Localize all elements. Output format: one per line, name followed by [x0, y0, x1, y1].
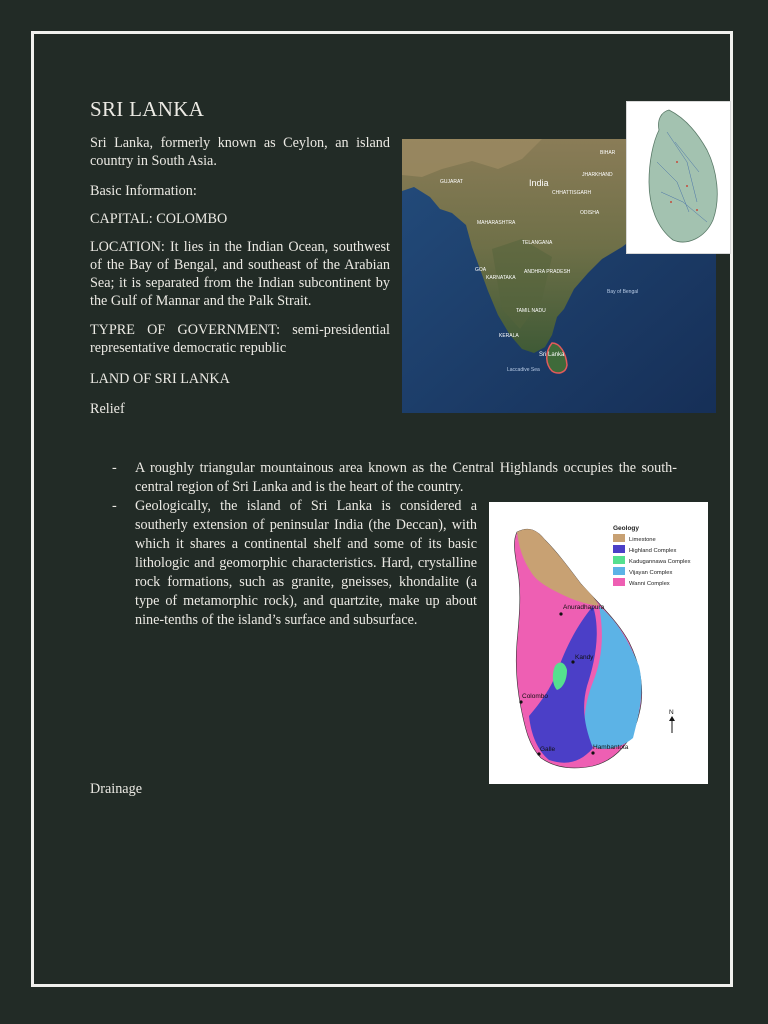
- geology-map-svg: [489, 502, 708, 784]
- legend-swatch-vijayan: [613, 567, 625, 575]
- drainage-heading: Drainage: [90, 781, 142, 797]
- sri-lanka-rivers-inset: [626, 101, 731, 254]
- label-maharashtra: MAHARASHTRA: [477, 220, 516, 226]
- bullet-marker: -: [112, 460, 117, 476]
- label-bihar: BIHAR: [600, 150, 616, 156]
- location-paragraph: LOCATION: It lies in the Indian Ocean, southwest of the Bay of Bengal, and southeast of the Arabian Sea; it is separated from the Indian subcontinent by the Gulf of Mannar and the Palk Strait.: [90, 239, 390, 309]
- legend-title: Geology: [613, 525, 640, 532]
- land-heading: LAND OF SRI LANKA: [90, 371, 230, 387]
- label-chhattisgarh: CHHATTISGARH: [552, 190, 592, 196]
- legend-swatch-kadugannawa: [613, 556, 625, 564]
- legend-label-kadugannawa: Kadugannawa Complex: [629, 559, 691, 565]
- label-jharkhand: JHARKHAND: [582, 172, 613, 178]
- geology-map: [489, 502, 708, 784]
- capital-line: CAPITAL: COLOMBO: [90, 211, 228, 227]
- legend-label-vijayan: Vijayan Complex: [629, 570, 673, 576]
- legend-label-wanni: Wanni Complex: [629, 581, 670, 587]
- label-india: India: [529, 178, 549, 188]
- intro-paragraph: Sri Lanka, formerly known as Ceylon, an island country in South Asia.: [90, 135, 390, 169]
- island-outline: [649, 110, 717, 242]
- city-dot-anuradhapura: [559, 612, 562, 615]
- north-arrow-icon: [669, 709, 675, 733]
- relief-heading: Relief: [90, 401, 125, 417]
- label-laccadive-sea: Laccadive Sea: [507, 367, 540, 373]
- city-colombo: Colombo: [522, 693, 549, 700]
- legend-swatch-wanni: [613, 578, 625, 586]
- north-label: N: [669, 709, 674, 716]
- label-tamil-nadu: TAMIL NADU: [516, 308, 546, 314]
- label-kerala: KERALA: [499, 333, 519, 339]
- city-kandy: Kandy: [575, 654, 594, 661]
- label-odisha: ODISHA: [580, 210, 600, 216]
- label-bay-of-bengal: Bay of Bengal: [607, 289, 639, 295]
- city-galle: Galle: [540, 746, 556, 753]
- relief-bullet-1: A roughly triangular mountainous area known as the Central Highlands occupies the south-central region of Sri Lanka and is the heart of the country.: [135, 460, 677, 495]
- city-anuradhapura: Anuradhapura: [563, 604, 605, 611]
- label-karnataka: KARNATAKA: [486, 275, 516, 281]
- label-andhra: ANDHRA PRADESH: [524, 269, 571, 275]
- basic-info-heading: Basic Information:: [90, 183, 197, 199]
- label-sri-lanka: Sri Lanka: [539, 352, 565, 358]
- label-goa: GOA: [475, 267, 487, 273]
- city-hambantota: Hambantota: [593, 744, 629, 751]
- city-dot-colombo: [519, 700, 522, 703]
- bullet-marker: -: [112, 498, 117, 514]
- label-gujarat: GUJARAT: [440, 179, 463, 185]
- government-paragraph: TYPRE OF GOVERNMENT: semi-presidential representative democratic republic: [90, 322, 390, 356]
- legend-label-highland: Highland Complex: [629, 548, 677, 554]
- label-telangana: TELANGANA: [522, 240, 553, 246]
- rivers-inset-svg: [627, 102, 730, 253]
- legend-label-limestone: Limestone: [629, 537, 656, 543]
- relief-bullet-2: Geologically, the island of Sri Lanka is considered a southerly extension of peninsular India (the Deccan), with which it shares a continental shelf and some of its basic lithologic and geomorphic characteristics. Hard, crystalline rock formations, such as granite, gneisses, khondalite (a type of metamorphic rock), and quartzite, make up about nine-tenths of the island’s surface and subsurface.: [135, 498, 477, 628]
- city-dot-hambantota: [591, 751, 594, 754]
- page-title: SRI LANKA: [90, 97, 205, 121]
- legend-swatch-highland: [613, 545, 625, 553]
- legend: [613, 525, 691, 587]
- legend-swatch-limestone: [613, 534, 625, 542]
